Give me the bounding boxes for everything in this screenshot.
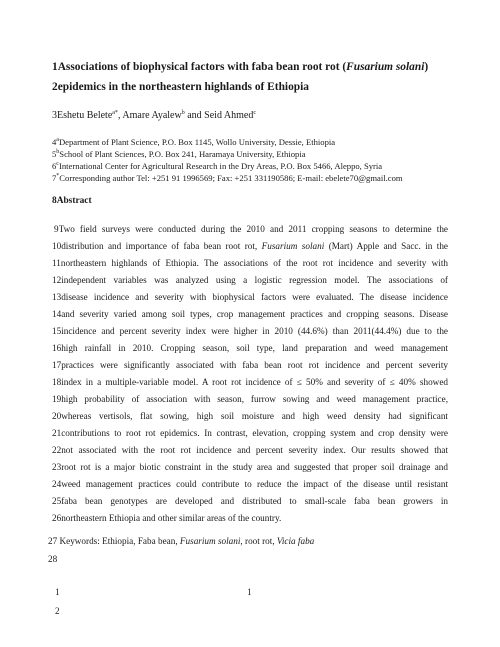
abstract-heading xyxy=(52,195,92,207)
line-number: 1 xyxy=(52,61,58,73)
author-3: and Seid Ahmed xyxy=(184,110,254,121)
title-line-1 xyxy=(52,60,428,74)
text-segment: distribution and importance of faba bean root rot, xyxy=(61,241,262,251)
abstract-line xyxy=(52,325,448,337)
title-italic: Fusarium solani xyxy=(346,61,425,73)
text-segment: high rainfall in 2010. Cropping season, soil type, land preparation and weed management xyxy=(61,343,448,353)
abstract-line xyxy=(52,359,448,371)
title-text: epidemics in the northeastern highlands of Ethiopia xyxy=(57,81,309,93)
abstract-text xyxy=(61,376,448,388)
abstract-text xyxy=(61,325,448,337)
keywords-line xyxy=(48,535,314,547)
affiliation-marker: c xyxy=(56,161,59,167)
line-number: 27 xyxy=(48,536,58,546)
abstract-line xyxy=(52,444,448,456)
line-number: 19 xyxy=(52,394,62,404)
corresponding-author-line xyxy=(52,172,403,184)
line-number: 13 xyxy=(52,292,62,302)
affiliation-line xyxy=(52,136,335,148)
author-2: , Amare Ayalew xyxy=(117,110,182,121)
line-number: 4 xyxy=(52,137,57,147)
abstract-text xyxy=(61,291,448,303)
affiliation-text: International Center for Agricultural Research in the Dry Areas, P.O. Box 5466, Aleppo, Syria xyxy=(58,161,383,171)
footer-line-number: 2 xyxy=(55,606,60,616)
text-segment: independent variables was analyzed using a logistic regression model. The associations of xyxy=(61,275,448,285)
abstract-line xyxy=(52,257,448,269)
abstract-line xyxy=(52,478,448,490)
affiliation-text: Corresponding author Tel: +251 91 1996569; Fax: +251 331190586; E-mail: ebelete70@gmail.com xyxy=(59,173,403,183)
line-number: 24 xyxy=(52,479,62,489)
title-text: Associations of biophysical factors with faba bean root rot ( xyxy=(57,61,347,73)
abstract-text xyxy=(61,240,448,252)
affiliation-text: School of Plant Sciences, P.O. Box 241, Haramaya University, Ethiopia xyxy=(59,149,306,159)
line-number: 5 xyxy=(52,149,57,159)
text-segment: whereas vertisols, flat sowing, high soil moisture and high weed density had significant xyxy=(61,411,448,421)
abstract-line xyxy=(52,291,448,303)
line-number: 16 xyxy=(52,343,62,353)
line-number: 18 xyxy=(52,377,62,387)
line-number: 15 xyxy=(52,326,62,336)
abstract-line xyxy=(52,427,448,439)
abstract-heading-text: Abstract xyxy=(56,196,92,206)
author-1: Eshetu Belete xyxy=(57,110,113,121)
abstract-text xyxy=(61,444,448,456)
abstract-line xyxy=(52,461,448,473)
line-number: 23 xyxy=(52,462,62,472)
line-number: 8 xyxy=(52,196,57,206)
text-segment: weed management practices could contribute to reduce the impact of the disease until resistant xyxy=(61,479,448,489)
abstract-text xyxy=(61,342,448,354)
keywords-text: , root rot, xyxy=(240,536,277,546)
line-number: 25 xyxy=(52,496,62,506)
affiliation-marker: a xyxy=(56,137,59,143)
line-number: 7 xyxy=(52,173,57,183)
abstract-line xyxy=(52,512,448,524)
abstract-text xyxy=(61,461,448,473)
author-2-affil: b xyxy=(181,110,185,116)
text-segment: northeastern Ethiopia and other similar areas of the country. xyxy=(61,513,282,523)
abstract-text xyxy=(61,274,448,286)
author-1-affil: a* xyxy=(112,110,118,116)
line-number: 17 xyxy=(52,360,62,370)
species-name: Fusarium solani xyxy=(261,241,325,251)
authors-line xyxy=(52,110,256,122)
abstract-line xyxy=(52,376,448,388)
title-close: ) xyxy=(424,61,429,73)
affiliation-line xyxy=(52,160,382,172)
affiliation-line xyxy=(52,148,306,160)
abstract-text xyxy=(61,478,448,490)
text-segment: index in a multiple-variable model. A root rot incidence of ≤ 50% and severity of ≤ 40% showed xyxy=(61,377,448,387)
line-number: 9 xyxy=(54,224,59,234)
affiliation-marker: b xyxy=(56,149,60,155)
title-line-2 xyxy=(52,80,309,94)
line-number: 6 xyxy=(52,161,57,171)
keyword-species: Vicia faba xyxy=(276,536,315,546)
text-segment: and severity varied among soil types, crop management practices and cropping seasons. Disease xyxy=(61,309,448,319)
text-segment: incidence and percent severity index were higher in 2010 (44.6%) than 2011(44.4%) due to the xyxy=(61,326,448,336)
abstract-text xyxy=(61,427,448,439)
keywords-text: Keywords: Ethiopia, Faba bean, xyxy=(59,536,180,546)
text-segment: disease incidence and severity with biophysical factors were evaluated. The disease incidence xyxy=(61,292,448,302)
affiliation-marker: * xyxy=(56,173,60,179)
line-number: 10 xyxy=(52,241,62,251)
abstract-text xyxy=(61,495,448,507)
line-number-28: 28 xyxy=(48,554,58,564)
abstract-line xyxy=(54,223,448,235)
line-number: 12 xyxy=(52,275,62,285)
affiliation-text: Department of Plant Science, P.O. Box 1145, Wollo University, Dessie, Ethiopia xyxy=(58,137,336,147)
text-segment: (Mart) Apple and Sacc. in the xyxy=(324,241,448,251)
abstract-line xyxy=(52,495,448,507)
keyword-species: Fusarium solani xyxy=(179,536,241,546)
abstract-text xyxy=(61,257,448,269)
abstract-text xyxy=(61,359,448,371)
text-segment: Two field surveys were conducted during the 2010 and 2011 cropping seasons to determine the xyxy=(58,224,448,234)
abstract-text xyxy=(61,512,448,524)
abstract-line xyxy=(52,393,448,405)
page-number: 1 xyxy=(247,587,252,597)
text-segment: not associated with the root rot incidence and percent severity index. Our results showed that xyxy=(61,445,448,455)
abstract-line xyxy=(52,274,448,286)
line-number: 22 xyxy=(52,445,62,455)
line-number: 26 xyxy=(52,513,62,523)
abstract-line xyxy=(52,342,448,354)
text-segment: faba bean genotypes are developed and distributed to small-scale faba bean growers in xyxy=(61,496,448,506)
abstract-text xyxy=(61,410,448,422)
abstract-line xyxy=(52,308,448,320)
text-segment: northeastern highlands of Ethiopia. The associations of the root rot incidence and severity with xyxy=(60,258,448,268)
line-number: 11 xyxy=(52,258,61,268)
abstract-text xyxy=(59,223,448,235)
text-segment: contributions to root rot epidemics. In contrast, elevation, cropping system and crop density were xyxy=(61,428,448,438)
abstract-text xyxy=(61,308,448,320)
line-number: 20 xyxy=(52,411,62,421)
line-number: 14 xyxy=(52,309,62,319)
abstract-line xyxy=(52,410,448,422)
text-segment: high probability of association with season, furrow sowing and weed management practice, xyxy=(61,394,448,404)
line-number: 21 xyxy=(52,428,62,438)
footer-line-number: 1 xyxy=(55,587,60,597)
line-number: 3 xyxy=(52,110,57,121)
text-segment: practices were significantly associated with faba bean root rot incidence and percent severity xyxy=(61,360,448,370)
abstract-line xyxy=(52,240,448,252)
abstract-text xyxy=(61,393,448,405)
line-number: 2 xyxy=(52,81,58,93)
author-3-affil: c xyxy=(253,110,257,116)
text-segment: root rot is a major biotic constraint in the study area and suggested that proper soil drainage and xyxy=(61,462,448,472)
